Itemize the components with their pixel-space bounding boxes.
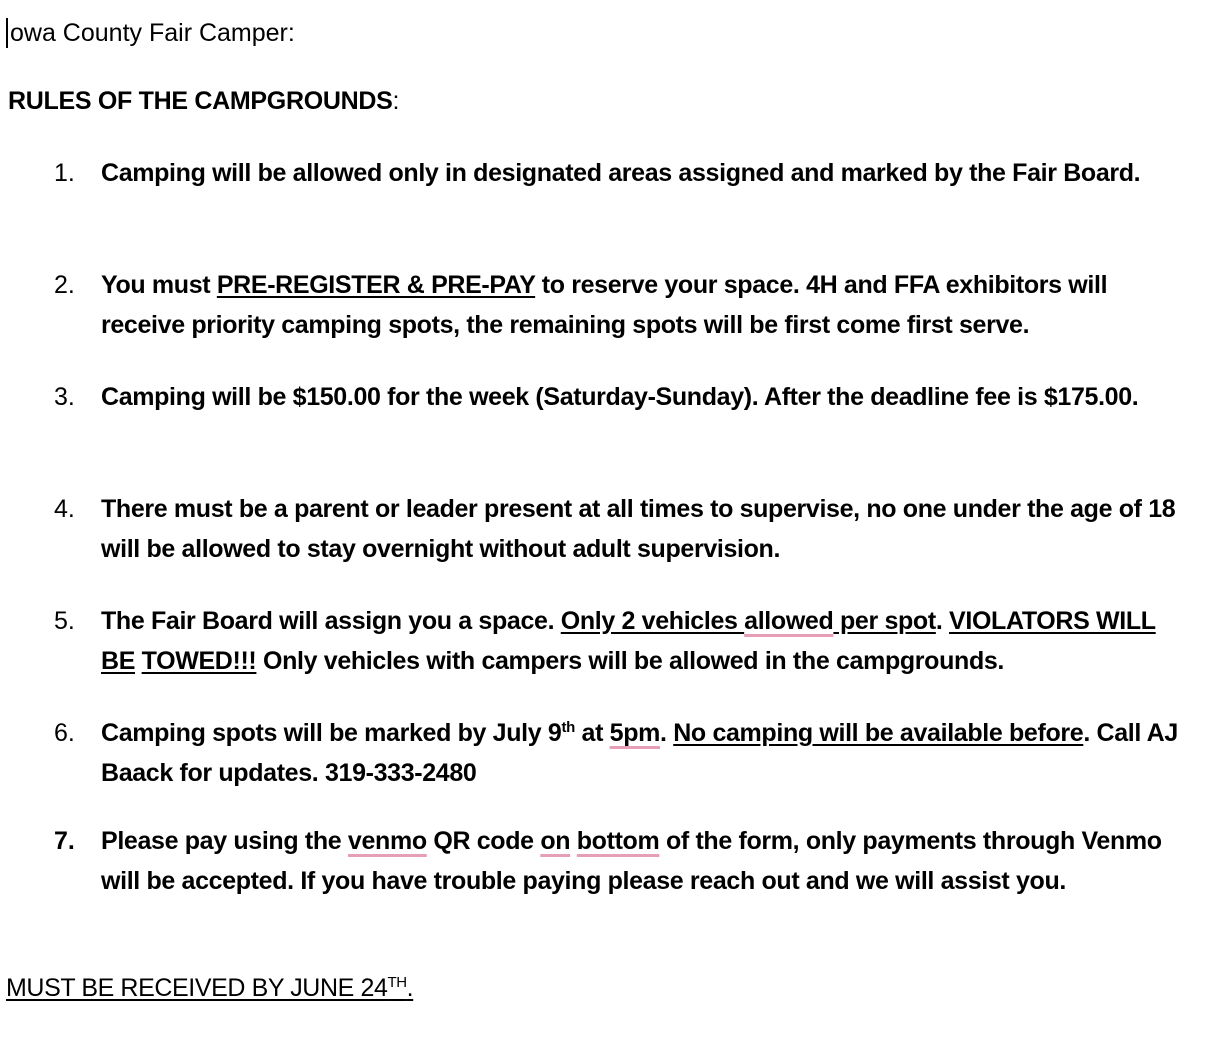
no-camping-emphasis: No camping will be available before (673, 719, 1084, 747)
rule-number: 5. (54, 607, 75, 635)
spellcheck-word: on (540, 827, 571, 855)
spellcheck-word: 5pm (609, 719, 661, 747)
rule-text-part: . (660, 719, 674, 747)
rule-text (101, 377, 1181, 417)
ordinal-suffix: th (561, 719, 575, 736)
towed-emphasis: TOWED!!! (141, 647, 257, 675)
spellcheck-word: bottom (576, 827, 660, 855)
rule-text (101, 265, 1181, 345)
rule-number: 7. (54, 827, 75, 855)
deadline-period: . (406, 974, 414, 1002)
rule-text-part: . (935, 607, 950, 635)
rule-number: 3. (54, 383, 75, 411)
rule-number: 6. (54, 719, 75, 747)
deadline-text: MUST BE RECEIVED BY JUNE 24 (6, 974, 388, 1002)
rule-text-part: QR code (426, 827, 541, 855)
rule-text-part: The Fair Board will assign you a space. (101, 607, 561, 635)
rule-text (101, 713, 1181, 793)
rule-number: 2. (54, 271, 75, 299)
rule-text-part: You must (101, 271, 217, 299)
ordinal-suffix: TH (387, 974, 407, 991)
rule-text-part (570, 827, 577, 855)
rule-text-part: Only vehicles with campers will be allowed in the campgrounds. (256, 647, 1005, 675)
rule-text-content: Camping will be $150.00 for the week (Saturday-Sunday). After the deadline fee is $175.00. (101, 383, 1139, 411)
rule-number: 4. (54, 495, 75, 523)
document-title (10, 18, 295, 48)
rule-text-part: of the form, only payments through Venmo will be accepted. If you have trouble paying please reach out and we will assist you. (101, 827, 1162, 895)
rule-number: 1. (54, 159, 75, 187)
violators-emphasis: VIOLATORS WILL BE (101, 607, 1156, 675)
rule-text (101, 489, 1181, 569)
rule-text-part (135, 647, 142, 675)
rule-text-content: Camping will be allowed only in designated areas assigned and marked by the Fair Board. (101, 159, 1141, 187)
rule-text-part: at (574, 719, 610, 747)
rule-text (101, 601, 1181, 681)
rule-text (101, 821, 1181, 901)
vehicle-limit-emphasis: Only 2 vehicles (560, 607, 745, 635)
rule-text-part: to reserve your space. 4H and FFA exhibitors will receive priority camping spots, the remaining spots will be first come first serve. (101, 271, 1108, 339)
rules-heading-text: RULES OF THE CAMPGROUNDS (8, 87, 393, 115)
deadline-notice (6, 970, 413, 1006)
rule-text (101, 153, 1181, 193)
text-cursor (6, 18, 8, 48)
vehicle-limit-emphasis: per spot (833, 607, 936, 635)
rule-text-part: Please pay using the (101, 827, 348, 855)
title-text: owa County Fair Camper: (10, 19, 295, 47)
spellcheck-word: allowed (744, 607, 834, 635)
rules-heading-colon: : (392, 87, 400, 115)
rule-text-part: . Call AJ Baack for updates. 319-333-2480 (101, 719, 1178, 787)
pre-register-emphasis: PRE-REGISTER & PRE-PAY (216, 271, 536, 299)
rule-text-part: Camping spots will be marked by July 9 (101, 719, 562, 747)
rule-text-content: There must be a parent or leader present at all times to supervise, no one under the age of 18 will be allowed to stay overnight without adult supervision. (101, 495, 1176, 563)
rules-heading (8, 86, 399, 116)
spellcheck-word: venmo (347, 827, 427, 855)
